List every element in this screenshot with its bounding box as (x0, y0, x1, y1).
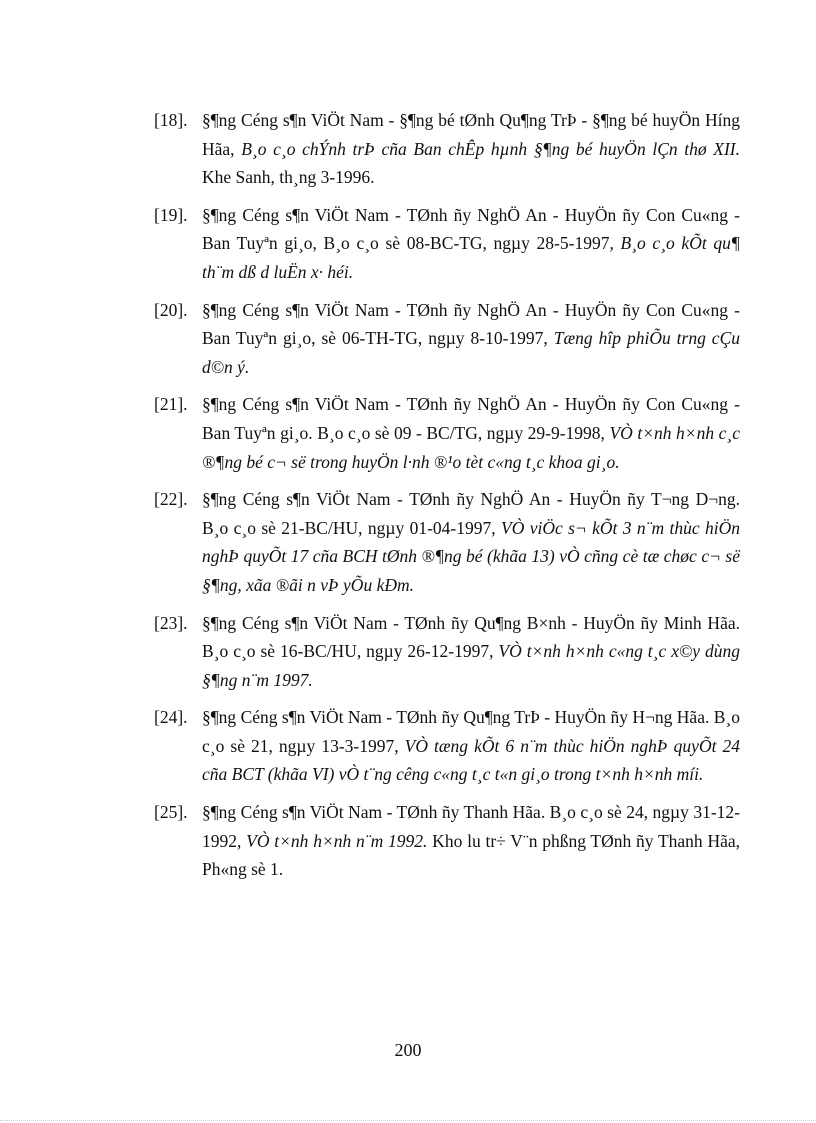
reference-number: [25]. (154, 802, 188, 823)
reference-title: VÒ t×nh h×nh c«ng t¸c x©y dùng §¶ng n¨m 1997. (202, 641, 740, 690)
page-number: 200 (394, 1040, 422, 1060)
reference-tail: Khe Sanh, th¸ng 3-1996. (202, 167, 375, 188)
reference-text (202, 390, 740, 476)
reference-number: [21]. (154, 394, 188, 415)
reference-number: [22]. (154, 489, 188, 510)
reference-authors: §¶ng Céng s¶n ViÖt Nam - TØnh ñy Qu¶ng TrÞ - HuyÖn ñy H¬ng Hãa. B¸o c¸o sè 21, ngµy 13-3-1997, (202, 707, 740, 756)
reference-list (154, 106, 740, 893)
reference-number: [24]. (154, 707, 188, 728)
reference-title: B¸o c¸o chÝnh trÞ cña Ban chÊp hµnh §¶ng bé huyÖn lÇn thø XII. (241, 138, 740, 159)
reference-title: VÒ t×nh h×nh c¸c ®¶ng bé c¬ së trong huyÖn l·nh ®¹o tèt c«ng t¸c khoa gi¸o. (202, 422, 741, 472)
reference-item (154, 609, 740, 695)
reference-number: [19]. (154, 204, 188, 225)
reference-authors: §¶ng Céng s¶n ViÖt Nam - TØnh ñy NghÖ An - HuyÖn ñy Con Cu«ng - Ban Tuyªn gi¸o, B¸o c¸o sè 08-BC-TG, ngµy 28-5-1997, (202, 204, 740, 254)
reference-authors: §¶ng Céng s¶n ViÖt Nam - §¶ng bé tØnh Qu¶ng TrÞ - §¶ng bé huyÖn Híng Hãa, (202, 110, 740, 159)
reference-title: VÒ tæng kÕt 6 n¨m thùc hiÖn nghÞ quyÕt 24 cña BCT (khãa VI) vÒ t¨ng cêng c«ng t¸c t«n gi¸o trong t×nh h×nh míi. (202, 735, 740, 785)
reference-number: [20]. (154, 299, 188, 320)
reference-text (202, 106, 740, 192)
reference-item (154, 485, 740, 599)
reference-item (154, 390, 740, 476)
reference-text (202, 296, 740, 382)
reference-authors: §¶ng Céng s¶n ViÖt Nam - TØnh ñy NghÖ An - HuyÖn ñy Con Cu«ng - Ban Tuyªn gi¸o. B¸o c¸o sè 09 - BC/TG, ngµy 29-9-1998, (202, 394, 740, 443)
reference-authors: §¶ng Céng s¶n ViÖt Nam - TØnh ñy Qu¶ng B×nh - HuyÖn ñy Minh Hãa. B¸o c¸o sè 16-BC/HU, ngµy 26-12-1997, (202, 612, 740, 662)
reference-title: B¸o c¸o kÕt qu¶ th¨m dß d luËn x· héi. (202, 233, 740, 282)
reference-item (154, 703, 740, 789)
reference-text (202, 609, 740, 695)
reference-authors: §¶ng Céng s¶n ViÖt Nam - TØnh ñy Thanh Hãa. B¸o c¸o sè 24, ngµy 31-12-1992, (202, 802, 740, 851)
reference-authors: §¶ng Céng s¶n ViÖt Nam - TØnh ñy NghÖ An - HuyÖn ñy T¬ng D¬ng. B¸o c¸o sè 21-BC/HU, ngµy 01-04-1997, (202, 489, 740, 538)
reference-title: VÒ t×nh h×nh n¨m 1992. (246, 830, 428, 851)
reference-item (154, 296, 740, 382)
page-divider (0, 1120, 816, 1121)
reference-number: [23]. (154, 612, 188, 633)
reference-item (154, 201, 740, 287)
reference-authors: §¶ng Céng s¶n ViÖt Nam - TØnh ñy NghÖ An - HuyÖn ñy Con Cu«ng - Ban Tuyªn gi¸o, sè 06-TH-TG, ngµy 8-10-1997, (202, 299, 740, 349)
reference-number: [18]. (154, 110, 188, 130)
reference-text (202, 798, 740, 884)
reference-text (202, 703, 740, 789)
reference-title: VÒ viÖc s¬ kÕt 3 n¨m thùc hiÖn nghÞ quyÕt 17 cña BCH tØnh ®¶ng bé (khãa 13) vÒ cñng cè tæ chøc c¬ së §¶ng, xãa ®ãi n vÞ yÕu kÐm. (202, 517, 740, 595)
reference-text (202, 485, 740, 599)
reference-text (202, 201, 740, 287)
reference-title: Tæng hîp phiÕu trng cÇu d©n ý. (202, 328, 740, 377)
reference-tail: Kho lu tr÷ V¨n phßng TØnh ñy Thanh Hãa, Ph«ng sè 1. (202, 830, 741, 880)
reference-item (154, 798, 740, 884)
reference-item (154, 106, 740, 192)
